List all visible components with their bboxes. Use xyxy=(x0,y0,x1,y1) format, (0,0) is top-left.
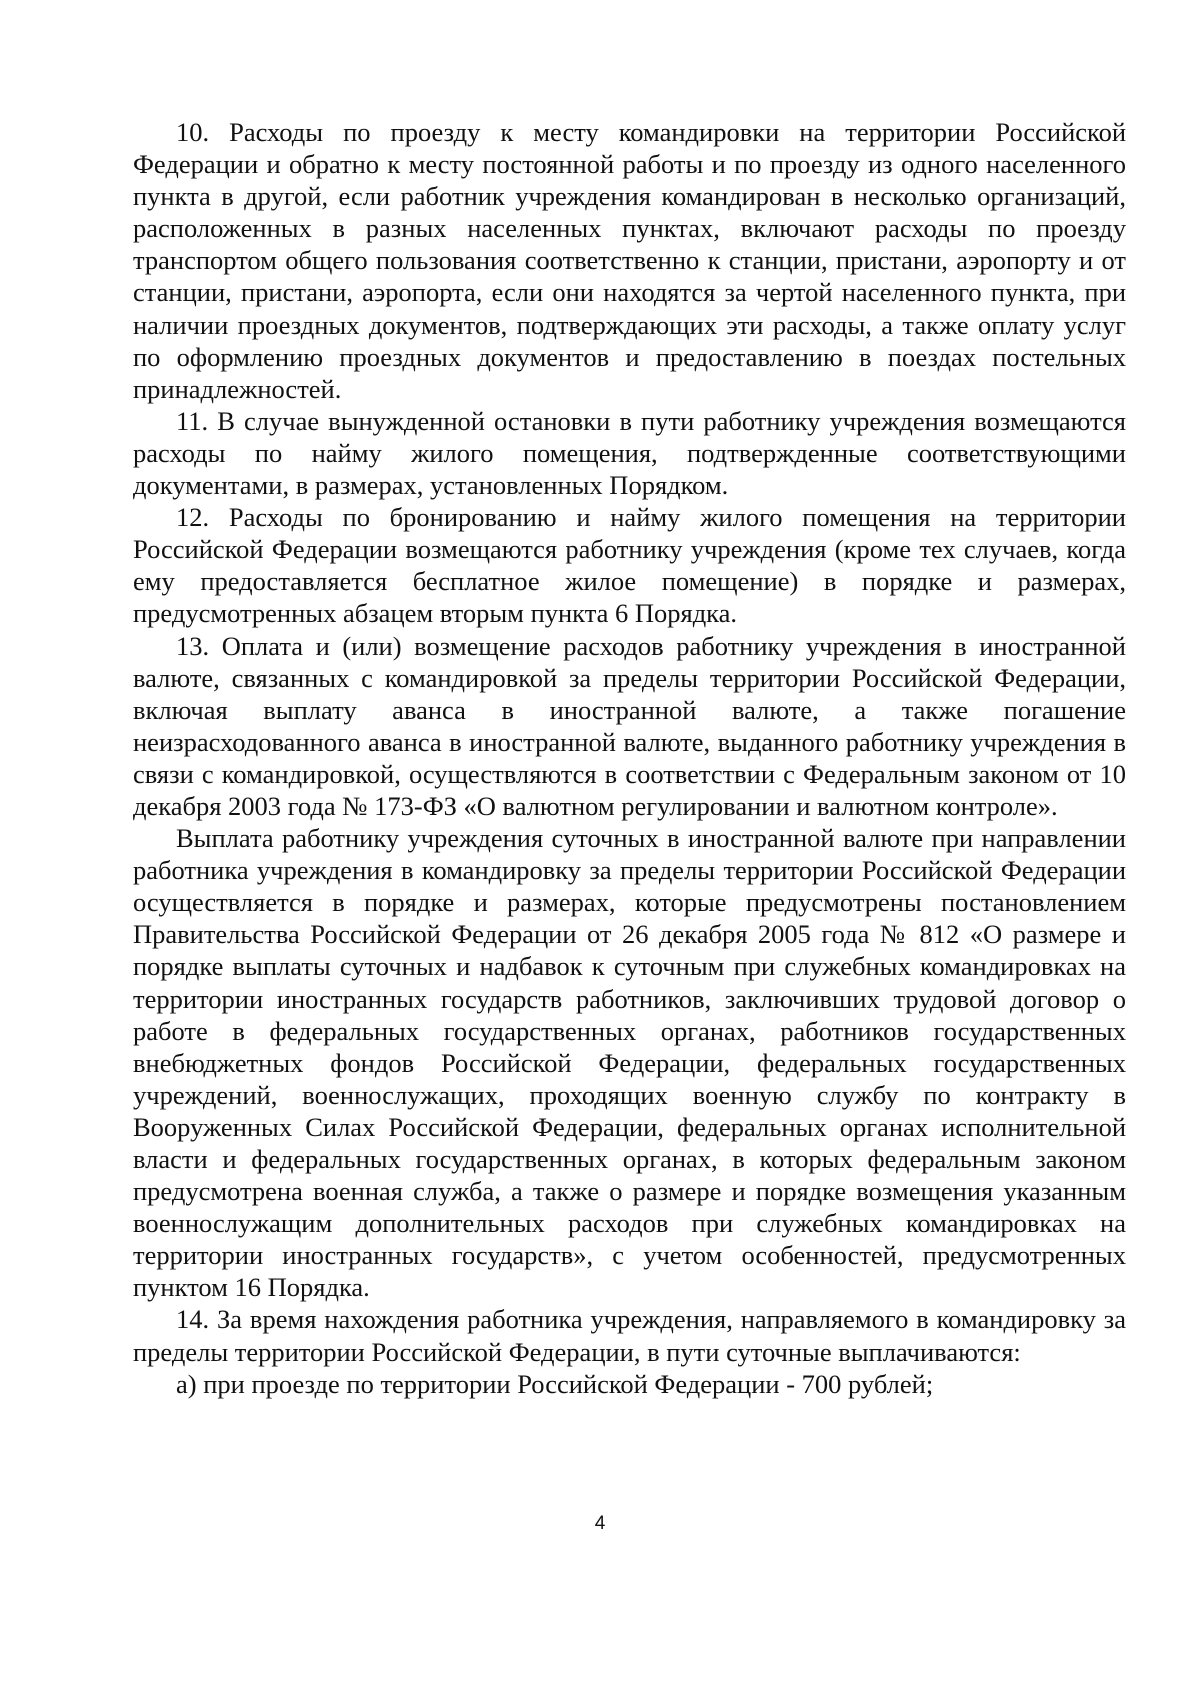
paragraph-10: 10. Расходы по проезду к месту командировки на территории Российской Федерации и обратно к месту постоянной работы и по проезду из одного населенного пункта в другой, если работник учреждения командирован в несколько организаций, расположенных в разных населенных пунктах, включают расходы по проезду транспортом общего пользования соответственно к станции, пристани, аэропорту и от станции, пристани, аэропорта, если они находятся за чертой населенного пункта, при наличии проездных документов, подтверждающих эти расходы, а также оплату услуг по оформлению проездных документов и предоставлению в поездах постельных принадлежностей. xyxy=(133,117,1126,404)
paragraph-13: 13. Оплата и (или) возмещение расходов работнику учреждения в иностранной валюте, связанных с командировкой за пределы территории Российской Федерации, включая выплату аванса в иностранной валюте, а также погашение неизрасходованного аванса в иностранной валюте, выданного работнику учреждения в связи с командировкой, осуществляются в соответствии с Федеральным законом от 10 декабря 2003 года № 173-ФЗ «О валютном регулировании и валютном контроле». xyxy=(133,630,1126,821)
document-body xyxy=(133,116,1126,1400)
page-number: 4 xyxy=(594,1513,606,1534)
paragraph-12: 12. Расходы по бронированию и найму жилого помещения на территории Российской Федерации возмещаются работнику учреждения (кроме тех случаев, когда ему предоставляется бесплатное жилое помещение) в порядке и размерах, предусмотренных абзацем вторым пункта 6 Порядка. xyxy=(133,502,1126,629)
paragraph-14-a: а) при проезде по территории Российской Федерации - 700 рублей; xyxy=(176,1368,934,1399)
paragraph-11: 11. В случае вынужденной остановки в пути работнику учреждения возмещаются расходы по найму жилого помещения, подтвержденные соответствующими документами, в размерах, установленных Порядком. xyxy=(133,405,1126,501)
paragraph-14: 14. За время нахождения работника учреждения, направляемого в командировку за пределы территории Российской Федерации, в пути суточные выплачиваются: xyxy=(133,1304,1126,1367)
paragraph-13-continued: Выплата работнику учреждения суточных в иностранной валюте при направлении работника учреждения в командировку за пределы территории Российской Федерации осуществляется в порядке и размерах, которые предусмотрены постановлением Правительства Российской Федерации от 26 декабря 2005 года № 812 «О размере и порядке выплаты суточных и надбавок к суточным при служебных командировках на территории иностранных государств работников, заключивших трудовой договор о работе в федеральных государственных органах, работников государственных внебюджетных фондов Российской Федерации, федеральных государственных учреждений, военнослужащих, проходящих военную службу по контракту в Вооруженных Силах Российской Федерации, федеральных органах исполнительной власти и федеральных государственных органах, в которых федеральным законом предусмотрена военная служба, а также о размере и порядке возмещения указанным военнослужащим дополнительных расходов при служебных командировках на территории иностранных государств», с учетом особенностей, предусмотренных пунктом 16 Порядка. xyxy=(133,823,1126,1303)
